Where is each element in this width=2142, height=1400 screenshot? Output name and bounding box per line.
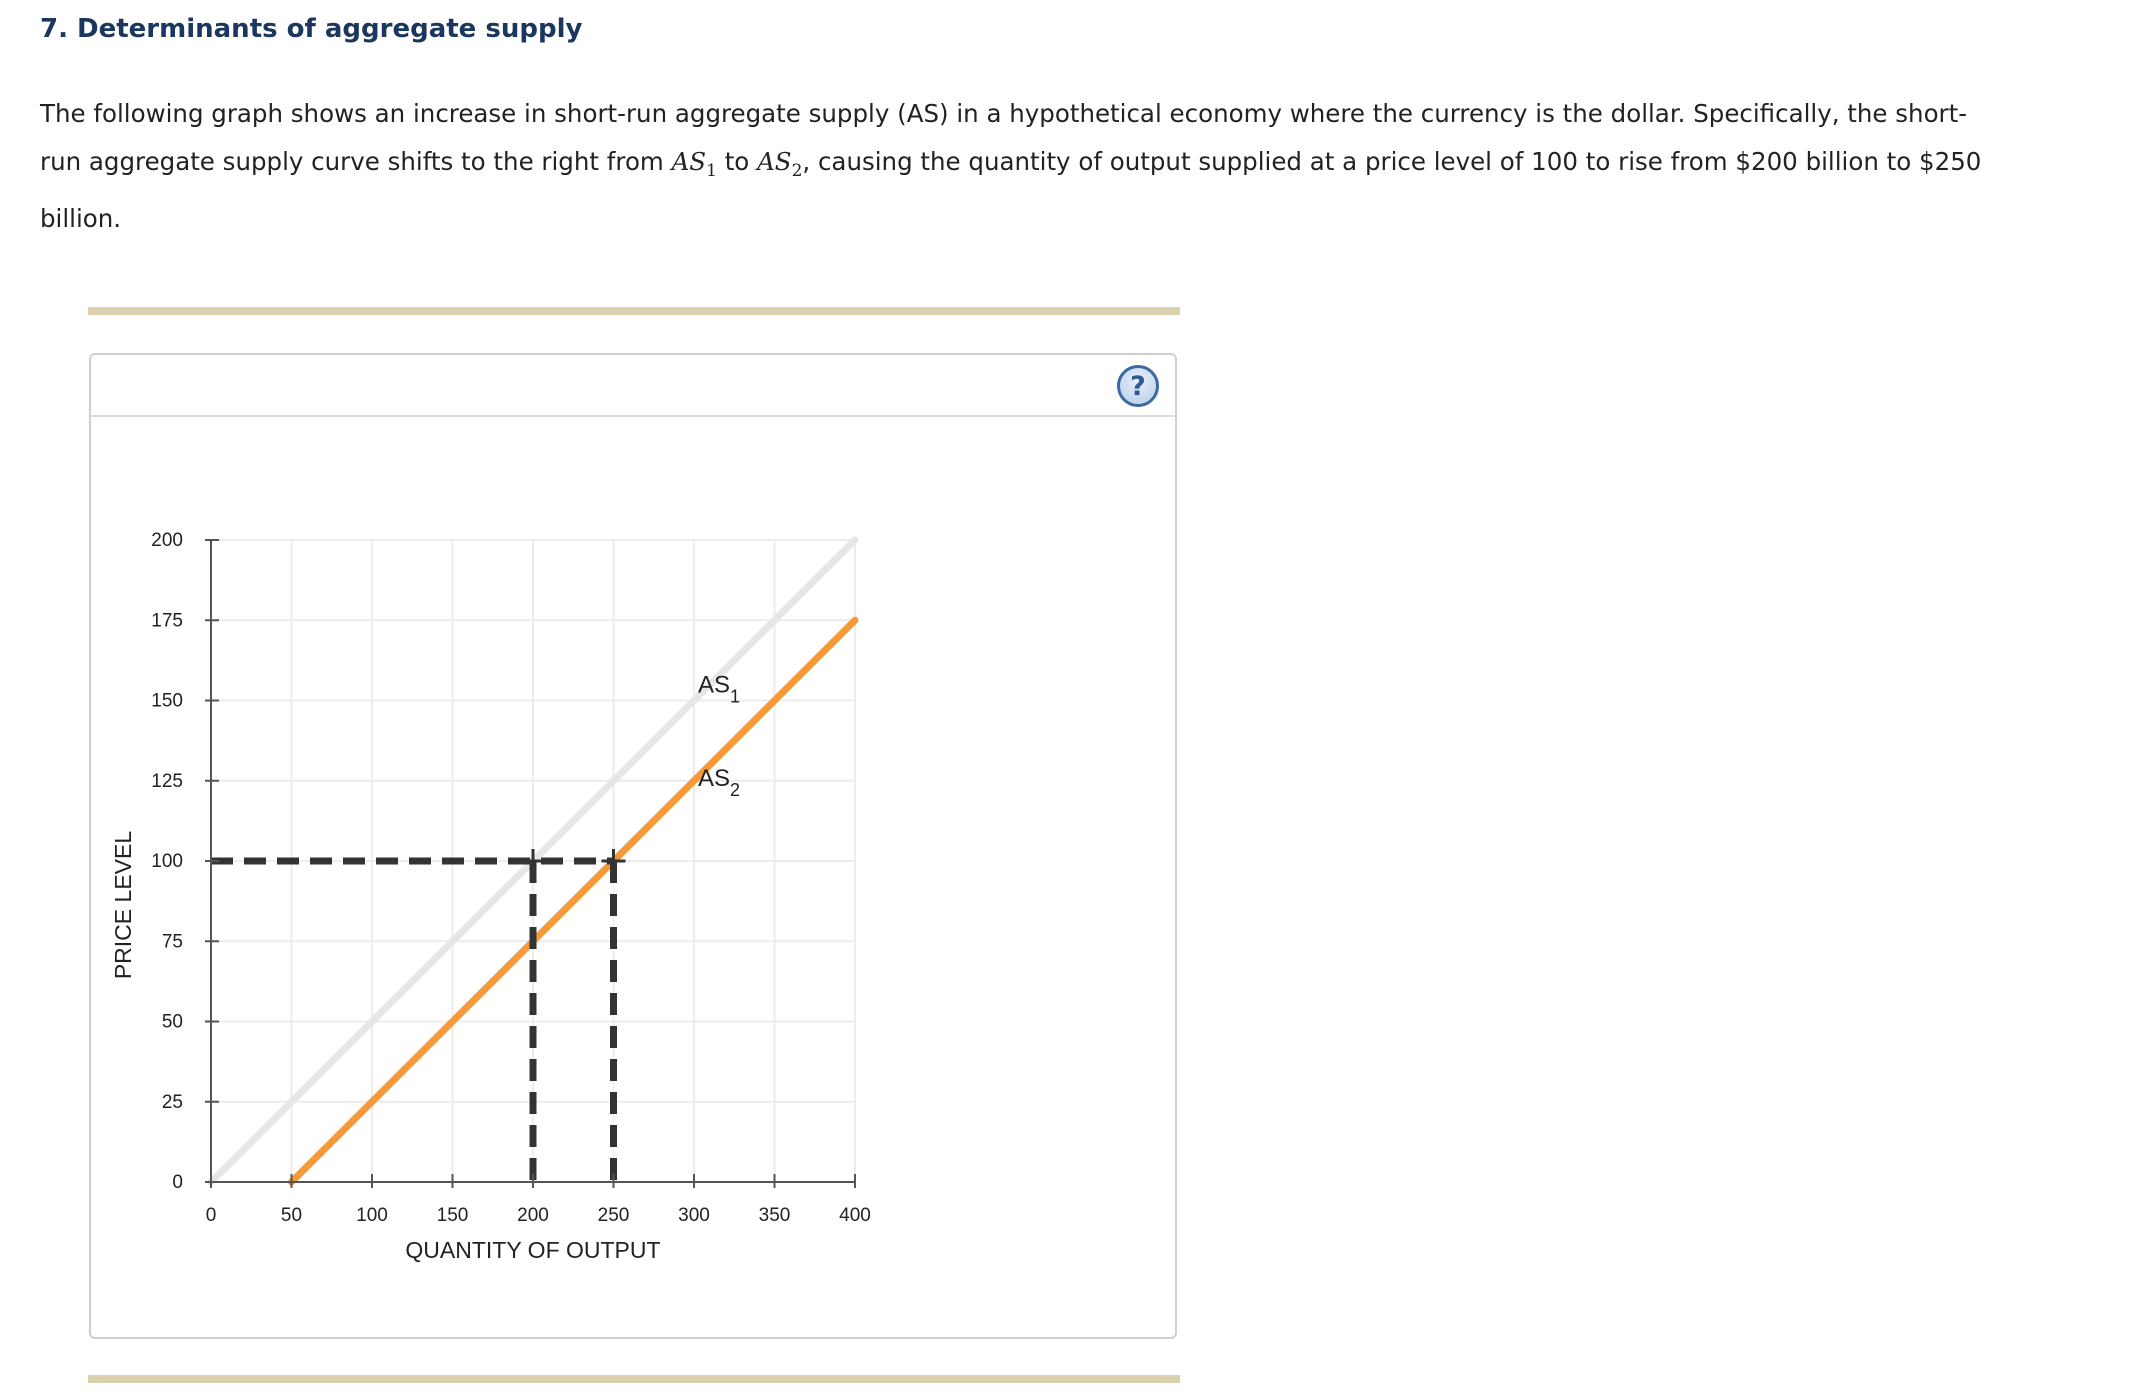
y-tick-label: 25 (161, 1091, 183, 1113)
y-axis-title: PRICE LEVEL (110, 830, 136, 980)
y-tick-label: 50 (161, 1011, 183, 1033)
x-tick-label: 100 (356, 1205, 388, 1226)
x-tick-label: 400 (839, 1205, 871, 1226)
y-tick-label: 0 (172, 1172, 183, 1193)
x-tick-label: 350 (758, 1205, 791, 1226)
y-tick-label: 125 (151, 770, 183, 792)
page-heading: 7. Determinants of aggregate supply (40, 14, 583, 44)
curve-label-as1: $AS_1$ (698, 671, 741, 707)
x-tick-label: 50 (280, 1205, 303, 1226)
y-tick-label: 75 (161, 931, 183, 953)
intro-text-part2: to (716, 147, 758, 176)
x-tick-label: 250 (597, 1205, 630, 1226)
intro-as1-symbol: $AS_1$ (671, 147, 717, 181)
intro-as2-symbol: $AS_2$ (757, 147, 803, 181)
intro-text-part1: The following graph shows an increase in short-run aggregate supply (AS) in a hypothetical economy where the currency is the dollar. Specifically, the short-run aggregate supply curve shifts to the right from (40, 99, 1968, 176)
y-tick-label: 175 (151, 610, 183, 632)
x-tick-label: 0 (205, 1205, 217, 1226)
intro-text-part3: , causing the quantity of output supplied at a price level of 100 to rise from $200 billion to $250 billion. (40, 147, 1982, 233)
x-tick-label: 150 (436, 1205, 469, 1226)
curve-label-as2: $AS_2$ (698, 764, 741, 800)
series-line-as2 (292, 620, 856, 1182)
x-axis-title: QUANTITY OF OUTPUT (405, 1237, 661, 1263)
x-tick-label: 200 (517, 1205, 549, 1226)
x-tick-label: 300 (678, 1205, 710, 1226)
y-tick-label: 200 (151, 530, 183, 551)
question-icon: ? (1130, 371, 1146, 402)
bottom-divider (88, 1375, 1180, 1383)
y-tick-label: 150 (151, 690, 183, 712)
y-tick-label: 100 (151, 851, 183, 872)
